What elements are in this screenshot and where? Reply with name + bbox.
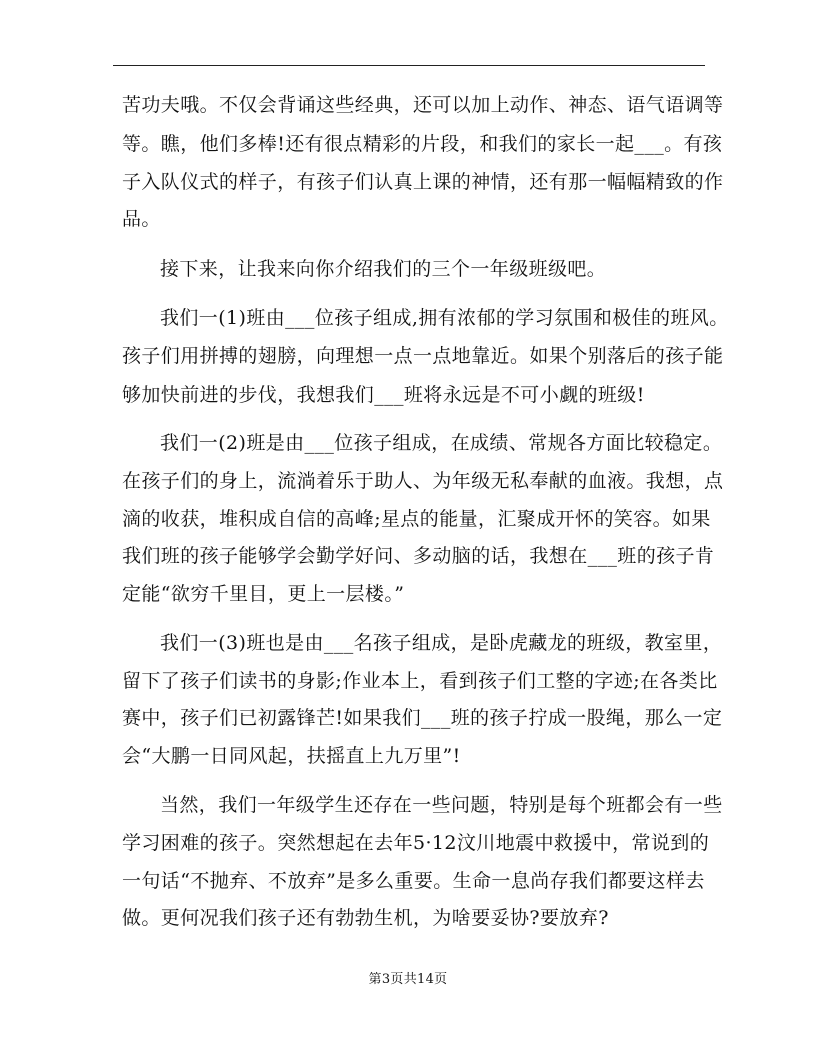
text-line: 品。 (122, 208, 161, 230)
text-line: 滴的收获，堆积成自信的高峰;星点的能量，汇聚成开怀的笑容。如果 (122, 508, 711, 530)
text-line: 孩子们用拼搏的翅膀，向理想一点一点地靠近。如果个别落后的孩子能 (122, 345, 724, 367)
text-line: 一句话“不抛弃、不放弃”是多么重要。生命一息尚存我们都要这样去 (122, 870, 705, 892)
page-footer: 第3页共14页 (368, 972, 448, 987)
text-line: 做。更何况我们孩子还有勃勃生机，为啥要妥协?要放弃? (122, 907, 609, 929)
text-line: 定能“欲穷千里目，更上一层楼。” (122, 583, 405, 605)
text-line: 在孩子们的身上，流淌着乐于助人、为年级无私奉献的血液。我想，点 (122, 470, 724, 492)
paragraph-first-line: 我们一(3)班也是由___名孩子组成，是卧虎藏龙的班级，教室里， (160, 632, 723, 654)
paragraph-first-line: 我们一(2)班是由___位孩子组成，在成绩、常规各方面比较稳定。 (160, 432, 723, 454)
text-line: 子入队仪式的样子，有孩子们认真上课的神情，还有那一幅幅精致的作 (122, 171, 724, 193)
text-line: 学习困难的孩子。突然想起在去年5·12汶川地震中救援中，常说到的 (122, 832, 710, 854)
paragraph-first-line: 接下来，让我来向你介绍我们的三个一年级班级吧。 (160, 258, 607, 280)
text-line: 我们班的孩子能够学会勤学好问、多动脑的话，我想在___班的孩子肯 (122, 545, 715, 567)
text-line: 苦功夫哦。不仅会背诵这些经典，还可以加上动作、神态、语气语调等 (122, 94, 724, 116)
text-line: 留下了孩子们读书的身影;作业本上，看到孩子们工整的字迹;在各类比 (122, 670, 718, 692)
text-line: 等。瞧，他们多棒!还有很点精彩的片段，和我们的家长一起___。有孩 (122, 133, 723, 155)
text-line: 会“大鹏一日同风起，扶摇直上九万里”! (122, 745, 461, 767)
text-line: 够加快前进的步伐，我想我们___班将永远是不可小觑的班级! (122, 384, 645, 406)
paragraph-first-line: 当然，我们一年级学生还存在一些问题，特别是每个班都会有一些 (160, 794, 723, 816)
paragraph-first-line: 我们一(1)班由___位孩子组成,拥有浓郁的学习氛围和极佳的班风。 (160, 307, 729, 329)
text-line: 赛中，孩子们已初露锋芒!如果我们___班的孩子拧成一股绳，那么一定 (122, 707, 723, 729)
